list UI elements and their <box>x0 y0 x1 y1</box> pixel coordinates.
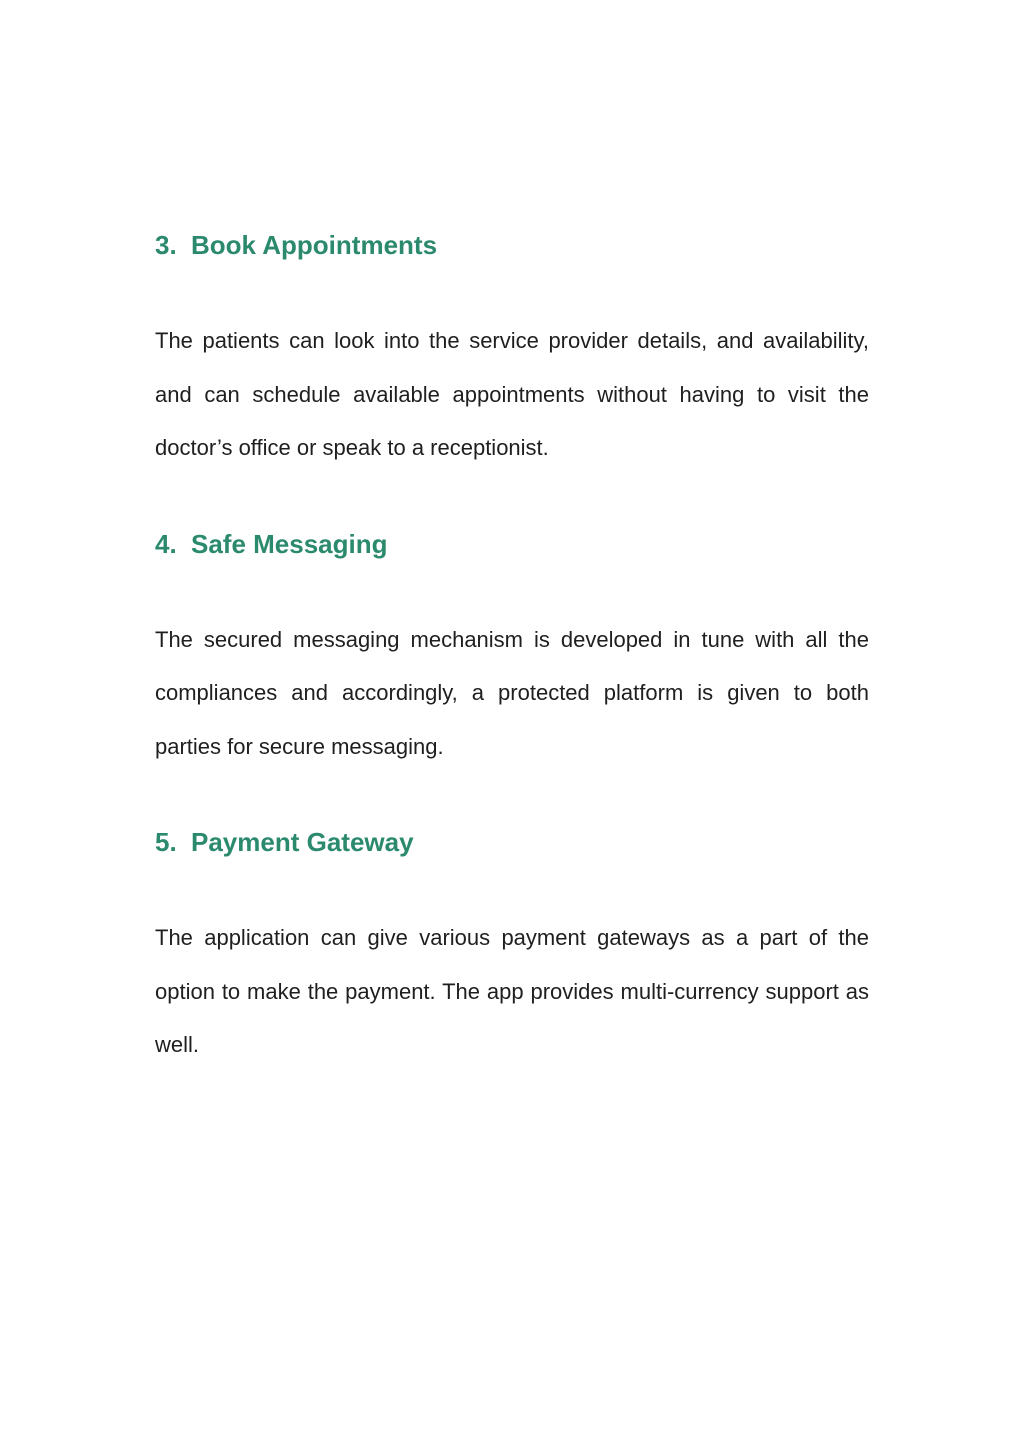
section-title: Payment Gateway <box>191 827 414 857</box>
section-heading <box>155 819 869 865</box>
document-content <box>155 222 869 1118</box>
section-heading <box>155 521 869 567</box>
section-safe-messaging <box>155 521 869 774</box>
section-body: The application can give various payment gateways as a part of the option to make the payment. The app provides multi-currency support as well. <box>155 925 869 1057</box>
section-payment-gateway <box>155 819 869 1072</box>
section-heading <box>155 222 869 268</box>
section-body: The secured messaging mechanism is developed in tune with all the compliances and accordingly, a protected platform is given to both parties for secure messaging. <box>155 626 869 759</box>
section-number: 3. <box>155 230 177 260</box>
section-number: 5. <box>155 827 177 857</box>
section-book-appointments <box>155 222 869 475</box>
section-title: Safe Messaging <box>191 528 388 559</box>
section-number: 4. <box>155 528 177 559</box>
section-title: Book Appointments <box>191 230 438 260</box>
section-body: The patients can look into the service provider details, and availability, and can schedule available appointments without having to visit the doctor’s office or speak to a receptionist. <box>155 328 869 460</box>
